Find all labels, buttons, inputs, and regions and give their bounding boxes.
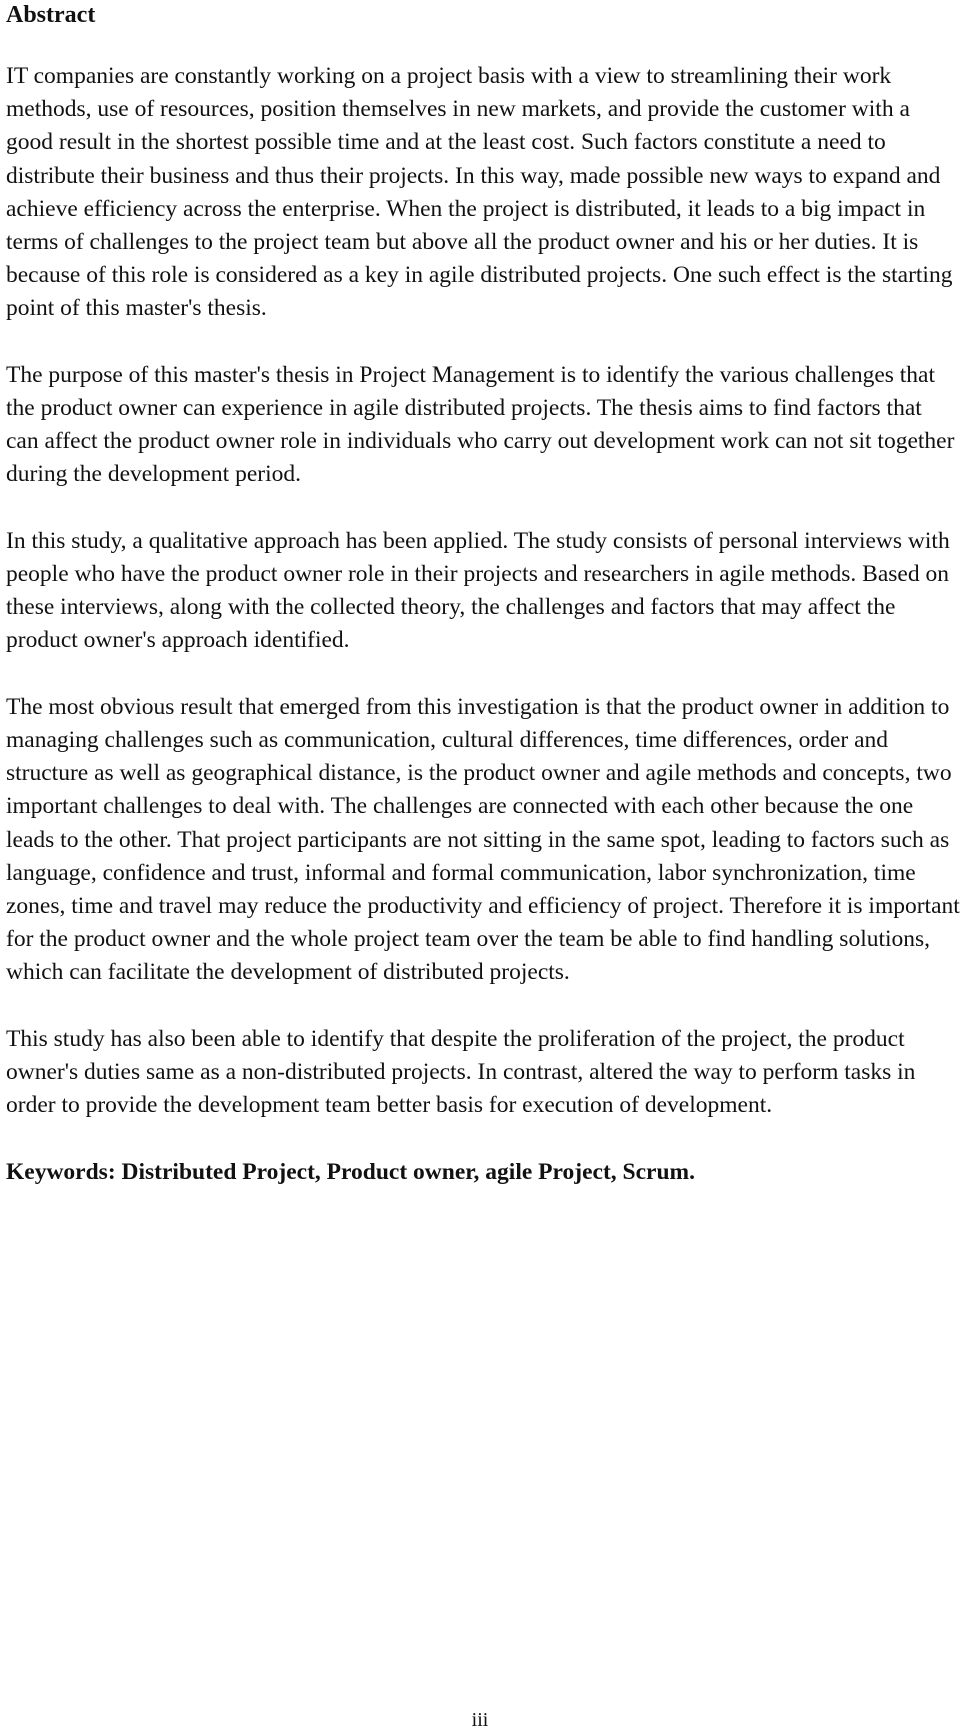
paragraph-results: The most obvious result that emerged from this investigation is that the product owner in addition to managing challenges such as communication, cultural differences, time differences, order and structure as well as geographical distance, is the product owner and agile methods and concepts, two important challenges to deal with. The challenges are connected with each other because the one leads to the other. That project participants are not sitting in the same spot, leading to factors such as language, confidence and trust, informal and formal communication, labor synchronization, time zones, time and travel may reduce the productivity and efficiency of project. Therefore it is important for the product owner and the whole project team over the team be able to find handling solutions, which can facilitate the development of distributed projects. (6, 693, 960, 986)
abstract-heading: Abstract (6, 2, 96, 28)
paragraph-purpose: The purpose of this master's thesis in Project Management is to identify the various challenges that the product owner can experience in agile distributed projects. The thesis aims to find factors that can affect the product owner role in individuals who carry out development work can not sit together during the development period. (6, 361, 955, 488)
page-number: iii (471, 1709, 489, 1731)
paragraph-method: In this study, a qualitative approach has been applied. The study consists of personal interviews with people who have the product owner role in their projects and researchers in agile methods. Based on these interviews, along with the collected theory, the challenges and factors that may affect the product owner's approach identified. (6, 527, 950, 654)
keywords-line: Keywords: Distributed Project, Product owner, agile Project, Scrum. (6, 1158, 695, 1185)
paragraph-intro: IT companies are constantly working on a project basis with a view to streamlining their work methods, use of resources, position themselves in new markets, and provide the customer with a good result in the shortest possible time and at the least cost. Such factors constitute a need to distribute their business and thus their projects. In this way, made possible new ways to expand and achieve efficiency across the enterprise. When the project is distributed, it leads to a big impact in terms of challenges to the project team but above all the product owner and his or her duties. It is because of this role is considered as a key in agile distributed projects. One such effect is the starting point of this master's thesis. (6, 63, 953, 322)
abstract-body (6, 60, 960, 1222)
paragraph-conclusion: This study has also been able to identify that despite the proliferation of the project, the product owner's duties same as a non-distributed projects. In contrast, altered the way to perform tasks in order to provide the development team better basis for execution of development. (6, 1025, 916, 1119)
